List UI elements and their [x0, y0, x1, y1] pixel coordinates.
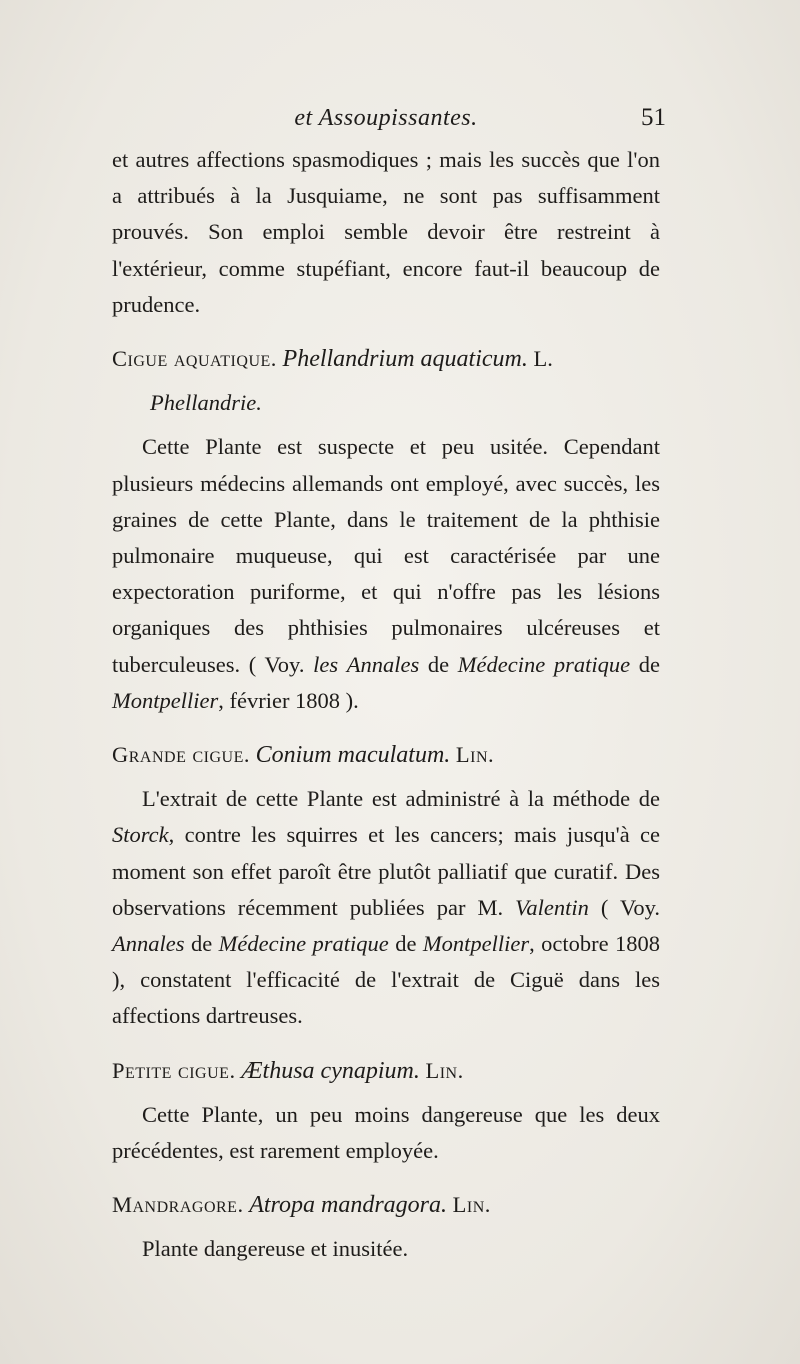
continuation-paragraph: et autres affections spasmodiques ; mais les succès que l'on a attribués à la Jusquiame, ne sont pas suffisamment prouvés. Son emploi semble devoir être restreint à l'extérieur, comme stupéfiant, encore faut-il beaucoup de prudence.: [112, 147, 660, 317]
reference-italic: les: [313, 651, 339, 677]
running-title: et Assoupissantes.: [294, 105, 478, 131]
body-text: de: [427, 651, 450, 677]
body-text: de: [395, 931, 417, 957]
reference-italic: Storck: [112, 822, 169, 848]
vernacular-name: Phellandrie.: [150, 390, 262, 416]
latin-name: Æthusa cynapium.: [241, 1057, 420, 1084]
reference-italic: Valentin: [515, 894, 589, 920]
body-text: , février 1808 ).: [218, 687, 359, 713]
body-text: de: [190, 931, 213, 957]
entry-body-petite-cigue: Cette Plante, un peu moins dangereuse que les deux précédentes, est rarement employée.: [112, 1101, 660, 1164]
body-text: L'extrait de cette Plante est administré à la méthode de: [142, 786, 660, 812]
latin-name: Phellandrium aquaticum.: [282, 346, 528, 373]
author-abbrev: Lin.: [425, 1057, 464, 1083]
reference-italic: Médecine pratique: [457, 651, 631, 677]
reference-italic: Montpellier: [422, 931, 530, 957]
author-abbrev: Lin.: [455, 742, 495, 768]
reference-italic: Annales: [346, 651, 420, 677]
entry-body-mandragore: Plante dangereuse et inusitée.: [142, 1236, 409, 1262]
entry-heading-petite-cigue: [112, 1053, 660, 1089]
latin-name: Conium maculatum.: [255, 742, 451, 769]
body-text: Cette Plante est suspecte et peu usitée. Cependant plusieurs médecins allemands ont employé, avec succès, les graines de cette Plante, dans le traitement de la phthisie pulmonaire muqueuse, qui est caractérisée par une expectoration puriforme, et qui n'offre pas les lésions organiques des phthisies pulmonaires ulcéreuses et tuberculeuses. ( Voy.: [112, 434, 660, 677]
author-abbrev: L.: [533, 346, 553, 372]
reference-italic: Annales: [112, 931, 185, 957]
entry-name: Grande cigue.: [112, 742, 250, 768]
entry-body-cigue-aquatique: [112, 429, 660, 719]
body-text: de: [638, 651, 660, 677]
latin-name: Atropa mandragora.: [249, 1192, 447, 1219]
body-text: ( Voy.: [600, 894, 661, 920]
running-head: [112, 100, 666, 136]
entry-name: Petite cigue.: [112, 1057, 236, 1083]
page-number: 51: [641, 104, 666, 131]
vernacular-line: [112, 385, 660, 421]
entry-body-grande-cigue: [112, 781, 660, 1034]
reference-italic: Montpellier: [112, 687, 219, 713]
entry-name: Mandragore.: [112, 1192, 244, 1218]
entry-heading-grande-cigue: [112, 737, 660, 773]
text-block: [112, 100, 666, 1268]
reference-italic: Médecine pratique: [218, 931, 389, 957]
entry-heading-cigue-aquatique: [112, 341, 660, 377]
entry-name: Cigue aquatique.: [112, 346, 277, 372]
body-text: , contre les squirres et les cancers; mais jusqu'à ce moment son effet paroît être plutôt palliatif que curatif. Des observations récemment publiées par M.: [112, 822, 660, 920]
author-abbrev: Lin.: [452, 1192, 491, 1218]
entry-heading-mandragore: [112, 1187, 660, 1223]
body-text: , octobre 1808 ), constatent l'efficacité de l'extrait de Ciguë dans les affections dartreuses.: [112, 931, 661, 1029]
